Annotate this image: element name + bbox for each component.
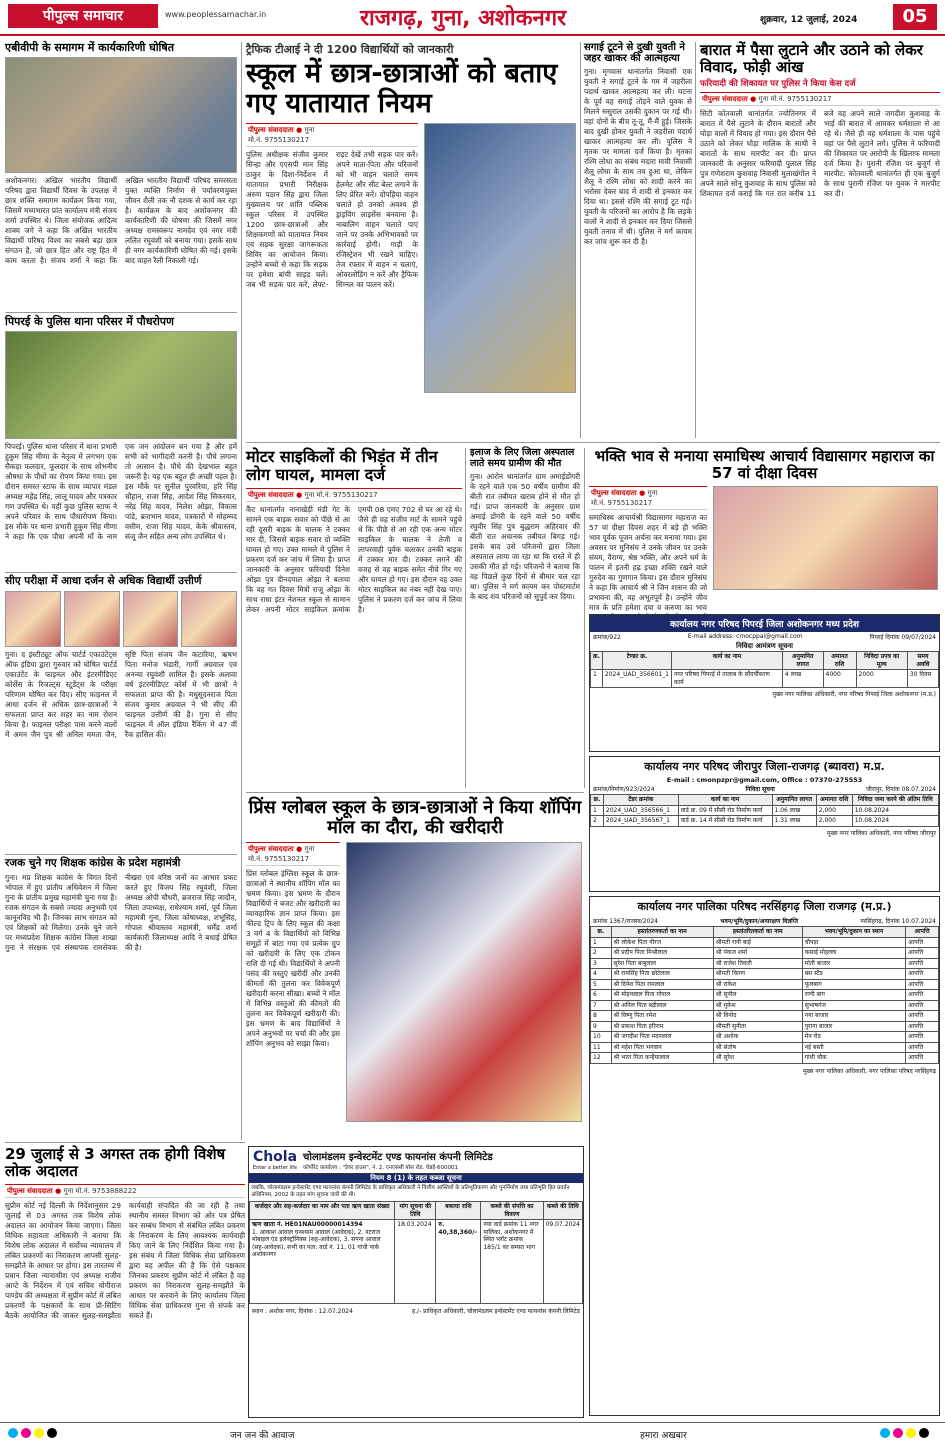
notice-footer: मुख्य नगर पालिका अधिकारी, नगर परिषद जीरापुर — [827, 829, 936, 837]
headline: पिपरई के पुलिस थाना परिसर में पौधरोपण — [5, 315, 175, 328]
body: गुना। मृगवास थानांतर्गत निवासी एक युवती ने सगाई टूटने के गम में जहरीला पदार्थ खाकर आत्महत्या कर ली। घटना के पूर्व वह सगाई तोड़ने वाले युवक से मिलने ससुराल उसकी दुकान पर गई थी। वहां दोनों के बीच तू-तू, मैं-मैं हुई। जिसके बाद दुखी होकर युवती ने जहरीला पदार्थ खाकर आत्महत्या कर ली। पुलिस ने मृतक पर मामला दर्ज किया है। मृतका रश्मि लोधा का संबंध मदारा मावी निवासी शैलू लोधा के साथ तय हुआ था, लेकिन शैलू ने रश्मि लोधा को शादी करने का भरोसा देकर बाद में शादी से इनकार कर दिया था। इससे रश्मि की सगाई टूट गई। युवती के परिजनों का आरोप है कि लड़के वालों ने शादी से इनकार कर दिया जिससे युवती तनाव में थी। पुलिस ने मर्ग कायम कर जांच शुरू कर दी है। — [584, 67, 692, 247]
edition-title: राजगढ़, गुना, अशोकनगर — [360, 6, 567, 31]
table-cell: नई बस्ती — [802, 1042, 905, 1053]
table-header: अनुमानित लागत — [772, 795, 816, 806]
table-cell: आपत्ति — [906, 979, 939, 990]
table-cell: मोती बाजार — [802, 958, 905, 969]
table-cell: आपत्ति — [906, 1000, 939, 1011]
notice-title: कार्यालय नगर परिषद पिपरई जिला अशोकनगर मध्य प्रदेश — [590, 615, 939, 632]
brand-logo: पीपुल्स समाचार — [8, 4, 158, 28]
table-cell: श्री रामसिंह पिता छोटेलाल — [611, 969, 713, 980]
photo-traffic — [424, 123, 576, 393]
chola-rule: नियम 8 (1) के तहत कब्जा सूचना — [249, 1174, 583, 1183]
table-cell: आपत्ति — [906, 1042, 939, 1053]
table-header: क्र. — [591, 927, 612, 938]
photo-student-3 — [123, 591, 179, 647]
table-cell: 8 — [591, 1011, 612, 1022]
chola-title: चोलामंडलम इन्वेस्टमेंट एण्ड फायनांस कंपनी लिमिटेड — [303, 1152, 493, 1163]
notice-number: क्रमांक 1367/राजस्व/2024 — [593, 918, 658, 925]
chola-sign: ह./- प्राधिकृत अधिकारी, चोलामंडलम इन्वेस्टमेंट एण्ड फायनांस कंपनी लिमिटेड — [411, 1308, 580, 1315]
table-cell: 1 — [591, 670, 603, 688]
table-row — [591, 979, 939, 990]
byline: पीपुल्स संवाददाता ● गुना मो.नं. 9755130217 — [589, 486, 707, 510]
body: कैंट थानांतर्गत नानाखेड़ी मंडी गेट के सामने एक बाइक सवार को पीछे से आ रही दूसरी बाइक के चालक ने टक्कर मार दी, जिससे बाइक सवार दो व्यक्ति घायल हो गए। उक्त मामले में पुलिस ने प्रकरण दर्ज कर जांच में लिया है। प्राप्त जानकारी के अनुसार फरियादी दिनेश ओझा पुत्र दीनदयाल ओझा ने बताया कि वह गत दिवस मित्रों राजू ओझा के साथ राधा इंटर नेशनल स्कूल से सामान लेकर अपनी मोटर साइकिल क्रमांक एमपी 08 एमए 702 से घर आ रहे थे। जैसे ही वह संजीव मार्ट के सामने पहुंचे थे कि पीछे से आ रही एक अन्य मोटर साइकिल के चालक ने तेजी व लापरवाही पूर्वक चलाकर उनकी बाइक में टक्कर मार दी। टक्कर लगने की वजह से वह बाइक समेत नीचे गिर गए और घायल हो गए। इस दौरान वह उक्त मोटर साइकिल का नंबर नहीं देख पाए। पुलिस ने प्रकरण दर्ज कर जांच में लिया है। — [246, 504, 462, 614]
photo-student-4 — [181, 591, 237, 647]
table-cell: श्री अशोक — [713, 1032, 802, 1043]
table-row — [591, 990, 939, 1001]
table-cell: श्री राकेश — [713, 979, 802, 990]
notice-table — [590, 794, 939, 827]
page-footer — [0, 1422, 945, 1445]
table-cell: वार्ड क्र. 14 में सीसी रोड निर्माण कार्य — [678, 816, 772, 827]
table-header: क्र. — [591, 652, 603, 670]
byline: पीपुल्स संवाददाता ● गुना मो.नं. 9753888222 — [5, 1184, 245, 1198]
kicker: ट्रैफिक टीआई ने दी 1200 विद्यार्थियों को जानकारी — [246, 43, 454, 56]
table-row — [591, 1000, 939, 1011]
notice-sub: भवन/भूमि/दुकान/अनारक्षण विज्ञप्ति — [720, 918, 799, 925]
table-header: टेंडर क्रमांक — [603, 795, 678, 806]
body: सुप्रीम कोर्ट नई दिल्ली के निर्देशानुसार 29 जुलाई से 03 अगस्त तक विशेष लोक अदालत का आयोजन किया जाएगा। जिला विधिक सहायता अधिकारी ने बताया कि विशेष लोक अदालत में सर्वोच्च न्यायालय में लंबित प्रकरणों का निराकरण आपसी सुलह-समझौते के आधार पर होगा। इस तारतम्य में प्रधान जिला न्यायाधीश एवं अध्यक्ष राजीव आप्टे के निर्देशन में एवं सचिव योगीराज पाण्डेय की अध्यक्षता में सुप्रीम कोर्ट में लंबित प्रकरणों के पक्षकारों के साथ प्री-सिटिंग बैठकें आयोजित की जाकर सुलह-समझौता कार्यवाही संपादित की जा रही है तथा स्थानीय समस्त विभाग को ओर पत्र प्रेषित कर सम्बंध विभाग से संबंधित लंबित प्रकरण के निराकरण के लिए आवश्यक कार्यवाही किए जाने के लिए निर्देशित किया गया है। इस संबंध में जिला विधिक सेवा प्राधिकरण द्वारा यह अपील की है कि ऐसे पक्षकार जिनका प्रकरण सुप्रीम कोर्ट में लंबित है वह प्रकरण का निराकरण सुलह-समझौते के आधार पर करवाने के लिए कार्यालय जिला विधिक सेवा प्राधिकरण गुना से संपर्क कर सकते हैं। — [5, 1200, 245, 1320]
table-cell: श्री सुनील — [713, 990, 802, 1001]
notice-title: कार्यालय नगर परिषद जीरापुर जिला-राजगढ़ (ब्यावरा) म.प्र. — [590, 757, 939, 776]
headline: इलाज के लिए जिला अस्पताल लाते समय ग्रामीण की मौत — [470, 447, 575, 469]
body: पुलिस अधीक्षक संजीव कुमार सिन्हा और एएसपी मान सिंह ठाकुर के दिशा-निर्देशन में यातायात प्रभारी निरीक्षक अरुण पठान सिंह द्वारा जिला मुख्यालय पर शांति पब्लिक स्कूल परिसर में उपस्थित 1200 छात्र-छात्राओं और शिक्षकगणों को यातायात नियम एवं सड़क सुरक्षा जागरूकता शिविर का आयोजन किया। उन्होंने बच्चों से कहा कि सड़क पर हमेशा बांयी साइड चलें। जब भी सड़क पार करें, लेफ्ट-राइट देखें तभी सड़क पार करें। अपने माता-पिता और परिजनों को भी वाहन चलाते समय हेलमेट और सीट बेल्ट लगाने के लिए प्रेरित करें। दोपहिया वाहन चलाते हो उनको अवश्य ही ड्राइविंग लाइसेंस बनवाना है। नाबालिग वाहन चलाते पाए जाने पर उनके अभिभावकों पर कार्रवाई होगी। गाड़ी के रजिस्ट्रेशन भी रखने चाहिए। तेज रफ्तार में वाहन न चलाएं, ओवरलोडिंग न करें और ट्रैफिक सिग्नल का पालन करें। — [246, 150, 418, 290]
table-cell: आपत्ति — [906, 969, 939, 980]
headline: प्रिंस ग्लोबल स्कूल के छात्र-छात्राओं ने किया शॉपिंग मॉल का दौरा, की खरीदारी — [248, 797, 582, 839]
headline: मोटर साइकिलों की भिड़ंत में तीन लोग घायल, मामला दर्ज — [246, 447, 438, 484]
table-header: अनुमानित लागत — [782, 652, 823, 670]
table-cell: 11 — [591, 1042, 612, 1053]
table-cell: 1 — [591, 805, 604, 816]
table-cell: आपत्ति — [906, 1011, 939, 1022]
table-header: समय अवधि — [907, 652, 938, 670]
headline: 29 जुलाई से 3 अगस्त तक होगी विशेष लोक अदालत — [5, 1145, 226, 1180]
table-header: क्र. — [591, 795, 604, 806]
table-cell: सुरेश पिता बाबूलाल — [611, 958, 713, 969]
table-cell: 1.06 लाख — [772, 805, 816, 816]
chola-address: कॉर्पोरेट कार्यालय : "डेयर हाउस", नं. 2, एनएससी बोस रोड, चेन्नई-600001 — [303, 1165, 459, 1171]
table-cell: श्री महेश पिता भगवान — [611, 1042, 713, 1053]
table-cell: पुराना बाजार — [802, 1021, 905, 1032]
notice-number: क्रमांक/922 — [593, 634, 621, 641]
byline: पीपुल्स संवाददाता ● गुना मो.नं. 9755130217 — [246, 123, 418, 147]
table-cell: श्री विष्णु पिता रमेश — [611, 1011, 713, 1022]
story-congress — [5, 858, 237, 1140]
table-cell: श्री लोकेश पिता नीरज — [611, 937, 713, 948]
story-treatment — [470, 448, 580, 788]
table-cell: श्री प्रकाश पिता हरिराम — [611, 1021, 713, 1032]
table-header: निविदा जमा करने की अंतिम तिथि — [852, 795, 938, 806]
body: पिपरई। पुलिस थाना परिसर में थाना प्रभारी हुकुम सिंह मीणा के नेतृत्व में लगभग एक सैकड़ा फलदार, फूलदार के साथ शोभनीय औषधा के पौधों का रोपण किया गया। इस दौरान समस्त स्टाफ के साथ व्यापार मंडल अध्यक्ष महेंद्र सिंह, लालू यादव और पत्रकार गण उपस्थित थे। यहीं कुछ पुलिस स्टाफ ने अपने परिवार के साथ पौधारोपण किया। इस मौके पर थाना प्रभारी हुकुम सिंह मीणा ने कहा कि एक पौधा अपनी माँ के नाम एक जन आंदोलन बन गया है और हमें सभी को भागीदारी करनी है। पौधे लगाना तो आसान है। पौधे की देखभाल बहुत जरूरी है। यह एक बहुत ही अच्छी पहल है। इस मौके पर सुनील पुरवरिया, हरि सिंह चौहान, राजा सिंह, आदेश सिंह सिकरवार, नरेंद्र सिंह यादव, निलेश ओझा, विकास पांडे, ब्रजभान यादव, पत्रकारों में मोहम्मद वसीम, राजा सिंह यादव, केके श्रीवास्तव, संजू जैन सहित अन्य लोग उपस्थित थे। — [5, 442, 237, 542]
table-row — [591, 1011, 939, 1022]
table-cell: चौपड़ा — [802, 937, 905, 948]
notice-email[interactable]: E-mail : cmonpzpr@gmail.com, Office : 07370-275553 — [666, 776, 863, 784]
table-header: अमानत राशि — [823, 652, 856, 670]
chola-table: कर्जदार और सह-कर्जदार का नाम और पता ऋण खाता संख्या मांग सूचना की तिथि बकाया राशि कब्जे की संपत्ति का विवरण कब्जे की तिथि ऋण खाता नं. HE01NAU00000014394 1. आकाश आवाल घनश्याम आवाल (आवेदक), 2. नटराज मोबाइल एंड इलेक्ट्रॉनिक्स (सह-आवेदक), 3. सपना आवाल (सह-आवेदक), सभी का पता: वार्ड नं. 11, 01 गांधी पार्क अशोकनगर 18.03.2024 रु. 40,38,360/- नया वार्ड क्रमांक 11 नगर पालिका, अशोकनगर में स्थित प्लॉट क्रमांक 185/1 का समस्त भाग 09.07.2024 — [249, 1201, 583, 1304]
notice-footer: मुख्य नगर पालिका अधिकारी, नगर पालिका परिषद नरसिंहगढ़ — [802, 1067, 936, 1075]
table-cell: श्रीमती सुनीता — [713, 1021, 802, 1032]
table-row — [591, 816, 939, 827]
body: सिटी कोतवाली थानांतर्गत ज्योतिनगर में बारात में पैसे लुटाने के दौरान बारातों और घोड़ा वालों में विवाद हो गया। इस दौरान पैसे उठाने को लेकर घोड़ा मालिक के साथी ने बारातों के साथ मारपीट कर दी। प्राप्त जानकारी के अनुसार फरियादी पुलाल सिंह पुत्र गणेशराम कुशवाह निवासी मुलाखंगोल ने अपने साले सोनू कुशवाह के साथ पुलिस को शिकायत दर्ज कराई कि गत रात करीब 11 बजे वह अपने साले जगदीश कुशवाह के भाई की बारात में आयकर धर्मशाला से आ रहे थे। जैसे ही वह धर्मशाला के पास पहुंचे वहां पर पैसे लुटाने लगे। पुलिस ने फरियादी की शिकायत पर आरोपी के खिलाफ मामला दर्ज किया है। पुरानी रंजिश पर बुजुर्ग से मारपीट: कोतवाली थानांतर्गत ही एक बुजुर्ग के साथ पुरानी रंजिश पर युवक ने मारपीट कर दी। — [700, 108, 940, 198]
table-cell: आपत्ति — [906, 937, 939, 948]
table-cell: 2,000 — [816, 805, 852, 816]
table-cell: श्री सुरेश — [713, 1053, 802, 1064]
table-cell: 4000 — [823, 670, 856, 688]
table-cell: 7 — [591, 1000, 612, 1011]
table-cell: श्री अनिल पिता बद्रीलाल — [611, 1000, 713, 1011]
headline: एबीवीपी के समागम में कार्यकारिणी घोषित — [5, 41, 175, 54]
table-row — [591, 1021, 939, 1032]
table-cell: गांधी चौक — [802, 1053, 905, 1064]
table-cell: मेन रोड — [802, 1032, 905, 1043]
table-cell: 5 — [591, 979, 612, 990]
table-row — [591, 1042, 939, 1053]
table-cell: श्री मुकेश — [713, 1000, 802, 1011]
table-row — [591, 805, 939, 816]
notice-table — [590, 926, 939, 1064]
table-cell: बस स्टैंड — [802, 969, 905, 980]
body: समाधिस्थ आचार्यश्री विद्यासागर महाराज का 57 वां दीक्षा दिवस शहर में बड़े ही भक्ति भाव पूर्वक पूजन अर्चना कर मनाया गया। इस अवसर पर मुनिसंघ ने उनके जीवन पर उनके संयम, वैराग्य, श्रेष्ठ भक्ति, और अपने धर्म के पालन में इतनी हढ़ इच्छा शक्ति रखने वाले गुरुदेव का गुणगान किया। इस दौरान मुनिसंघ ने कहा कि आचार्य श्री ने जिन शासन की जो प्रभावना की, वह अभूतपूर्व है। उन्होंने जीव मात्र के प्रति हमेशा दया व करुणा का भाव — [589, 512, 707, 612]
notice-email[interactable]: E-mail address: cmocppai@gmail.com — [687, 633, 803, 640]
table-row — [591, 670, 939, 688]
headline: सीए परीक्षा में आधा दर्जन से अधिक विद्यार्थी उत्तीर्ण — [5, 575, 202, 587]
notice-jirapur — [589, 756, 940, 892]
table-cell: वार्ड क्र. 09 में सीसी रोड निर्माण कार्य — [678, 805, 772, 816]
byline: पीपुल्स संवाददाता ● गुना मो.नं. 9755130217 — [246, 488, 462, 502]
body: प्रिंस ग्लोबल इंग्लिश स्कूल के छात्र-छात्राओं ने स्थानीय शॉपिंग मॉल का भ्रमण किया। इस भ्रमण के दौरान विद्यार्थियों ने बजट और खरीदारी का व्यावहारिक ज्ञान प्राप्त किया। इस फील्ड ट्रिप के लिए स्कूल की कक्षा 3 वर्ग 4 के विद्यार्थियों को विभिन्न समूहों में बांटा गया एवं प्रत्येक ग्रुप को खरीदारी के लिए एक टोकन राशि दी गई थी। विद्यार्थियों ने अपनी पसंद की वस्तुएं खरीदीं और उनकी कीमतों की तुलना कर विवेकपूर्ण खरीदारी करना सीखा। बच्चों ने मॉल में विभिन्न वस्तुओं की कीमतों की तुलना कर विवेकपूर्ण खरीदारी की। इस भ्रमण के बाद विद्यार्थियों ने अपने अनुभवों पर चर्चा की और इस शॉपिंग अनुभव को साझा किया। — [246, 869, 340, 1049]
table-cell: सुभाषगंज — [802, 1000, 905, 1011]
table-cell: श्री संतोष — [713, 1042, 802, 1053]
headline: भक्ति भाव से मनाया समाधिस्थ आचार्य विद्यासागर महाराज का 57 वां दीक्षा दिवस — [594, 447, 935, 482]
table-cell: श्री प्रदीप पिता मिश्रीलाल — [611, 948, 713, 959]
table-cell: श्री विनोद — [713, 1011, 802, 1022]
notice-date: जीरापुर, दिनांक 08.07.2024 — [865, 786, 936, 793]
chola-intro: जबकि, चोलामंडलम इन्वेस्टमेंट एण्ड फायनांस कंपनी लिमिटेड के प्राधिकृत अधिकारी ने वित्तीय आस्तियों के प्रतिभूतिकरण और पुनर्निर्माण तथा प्रतिभूति हित प्रवर्तन अधिनियम, 2002 के तहत मांग सूचना जारी की थी। — [251, 1185, 570, 1198]
table-cell: 4 लाख — [782, 670, 823, 688]
notice-date: पिपरई दिनांक 09/07/2024 — [869, 634, 936, 641]
story-mall — [246, 798, 584, 1140]
notice-number: क्रमांक/निर्माण/923/2024 — [593, 786, 655, 793]
story-abvp — [5, 42, 237, 310]
table-row — [591, 937, 939, 948]
table-cell: 2 — [591, 948, 612, 959]
table-header: निविदा प्रपत्र का मूल्य — [856, 652, 907, 670]
table-row — [591, 1053, 939, 1064]
table-cell: आपत्ति — [906, 958, 939, 969]
body: अशोकनगर। अखिल भारतीय विद्यार्थी परिषद द्वारा विद्यार्थी दिवस के उपलक्ष में छात्र शक्ति समागम कार्यक्रम किया गया, जिसमें मध्यभारत प्रांत कार्यालय मंत्री संजय शर्मा उपस्थित थे। जिला संयोजक आदित्य शाक्य जगे ने कहा कि अखिल भारतीय विद्यार्थी परिषद विश्व का सबसे बड़ा छात्र संगठन है, जो छात्र हित और राष्ट्र हित में काम करता है। संजय शर्मा ने कहा कि अखिल भारतीय विद्यार्थी परिषद समरसता युक्त व्यक्ति निर्माण से पर्यावरणयुक्त जीवन शैली तक नौ दशक से कार्य कर रहा है। कार्यक्रम के बाद अशोकनगर की कार्यकारिणी की घोषणा की जिसमें नगर अध्यक्ष रामस्वरूप नामदेव एवं नगर मंत्री ललित रघुवंशी को बनाया गया। इसके साथ ही नगर कार्यकारिणी घोषित की गई। इसके बाद वाहन रैली निकाली गई। — [5, 176, 237, 266]
table-cell: श्री राजेश तिवारी — [713, 958, 802, 969]
page-number: 05 — [893, 4, 937, 30]
story-traffic — [246, 42, 576, 438]
table-cell: 3 — [591, 958, 612, 969]
byline: पीपुल्स संवाददाता ● गुना मो.नं. 9755130217 — [246, 842, 340, 866]
table-cell: आपत्ति — [906, 1021, 939, 1032]
story-lok-adalat — [5, 1146, 245, 1418]
notice-chola — [248, 1146, 584, 1418]
table-cell: 9 — [591, 1021, 612, 1032]
table-row — [591, 969, 939, 980]
story-samadhi — [589, 447, 940, 612]
notice-footer: मुख्य नगर पालिका अधिकारी, नगर परिषद पिपरई जिला अशोकनगर (म.प्र.) — [772, 691, 936, 698]
table-cell: 2024_UAD_356601_1 — [602, 670, 671, 688]
table-cell: आपत्ति — [906, 990, 939, 1001]
table-row — [591, 1032, 939, 1043]
table-cell: 2024_UAD_356566_1 — [603, 805, 678, 816]
photo-student-2 — [64, 591, 120, 647]
notice-sub: निविदा सूचना — [745, 786, 775, 793]
photo-plantation — [5, 331, 237, 439]
table-cell: 4 — [591, 969, 612, 980]
table-cell: 10.08.2024 — [852, 805, 938, 816]
footer-right: हमारा अखबार — [640, 1431, 687, 1441]
story-ca-exam — [5, 576, 237, 852]
table-header: भवन/भूमि/दुकान का स्थान — [802, 927, 905, 938]
photo-mall — [346, 842, 582, 1122]
photo-student-1 — [5, 591, 61, 647]
table-cell: 12 — [591, 1053, 612, 1064]
table-header: टेण्डर क्र. — [602, 652, 671, 670]
headline: सगाई टूटने से दुखी युवती ने जहर खाकर की आत्महत्या — [584, 42, 685, 65]
headline: रजक चुने गए शिक्षक कांग्रेस के प्रदेश महामंत्री — [5, 857, 181, 869]
byline: पीपुल्स संवाददाता ● गुना मो.नं. 9755130217 — [700, 92, 940, 106]
table-cell: श्री मोहनलाल पिता गोपाल — [611, 990, 713, 1001]
table-cell: श्रीमती रानी बाई — [713, 937, 802, 948]
photo-abvp — [5, 57, 237, 173]
table-cell: 10.08.2024 — [852, 816, 938, 827]
table-header: कार्य का नाम — [672, 652, 783, 670]
table-cell: 6 — [591, 990, 612, 1001]
table-cell: फूलबाग — [802, 979, 905, 990]
headline: स्कूल में छात्र-छात्राओं को बताए गए यातायात नियम — [246, 58, 558, 120]
notice-sub: निविदा आमंत्रण सूचना — [736, 642, 793, 650]
chola-logo: Chola Enter a better life — [252, 1149, 298, 1171]
body: गुना। आरोन थानांतर्गत ग्राम अमाईडोंगरी के रहने वाले एक 50 वर्षीय ग्रामीण की बीती रात तबीयत खराब होने से मौत हो गई। प्राप्त जानकारी के अनुसार ग्राम अमाई डोंगरी के रहने वाले 50 वर्षीय रघुवीर सिंह पुत्र बुद्धराम अहिरवार की बीती रात अचानक तबीयत बिगड़ गई। इसके बाद उसे परिजनों द्वारा जिला अस्पताल लाया जा रहा था कि रास्ते में ही उसकी मौत हो गई। परिजनों ने बताया कि वह पिछले कुछ दिनों से बीमार चल रहा था। पुलिस ने मर्ग कायम कर पोस्टमार्टम के बाद शव परिजनों को सुपुर्द कर दिया। — [470, 472, 580, 602]
table-cell: नया बाजार — [802, 1011, 905, 1022]
notice-title: कार्यालय नगर पालिका परिषद नरसिंहगढ़ जिला राजगढ़ (म.प्र.) — [590, 897, 939, 916]
table-cell: कसाई मोहल्ला — [802, 948, 905, 959]
table-header: हस्तांतरितकर्ता का नाम — [713, 927, 802, 938]
table-cell: श्री दिनेश पिता रामलाल — [611, 979, 713, 990]
notice-narsinghgarh — [589, 896, 940, 1416]
table-cell: 2024_UAD_356567_1 — [603, 816, 678, 827]
subhead: फरियादी की शिकायत पर पुलिस ने किया केस दर्ज — [700, 78, 856, 89]
table-cell: 2 — [591, 816, 604, 827]
table-header: अमानत राशि — [816, 795, 852, 806]
table-header: कार्य का नाम — [678, 795, 772, 806]
chola-place: स्थान : अशोक नगर, दिनांक : 12.07.2024 — [252, 1308, 353, 1315]
masthead — [0, 0, 945, 36]
table-cell: श्रीमती किरण — [713, 969, 802, 980]
table-cell: श्री पंकज शर्मा — [713, 948, 802, 959]
table-cell: 2000 — [856, 670, 907, 688]
table-header: आपत्ति — [906, 927, 939, 938]
body: गुना। मप्र शिक्षक कांग्रेस के विगत दिनों भोपाल में हुए प्रांतीय अधिवेशन में जिला गुना के प्रांतीय प्रमुख महामंत्री चुना गया है। रजक संगठन के सबसे ज्यादा अनुभवी एवं कानूनविद भी हैं। जिनका लाभ संगठन को एवं शिक्षकों को मिलेगा। उनके चुने जाने पर मध्यप्रदेश शिक्षक कांग्रेस जिला शाखा गुना ने संरक्षक एवं संस्थापक रामसेवक नीखरा एवं वरिष्ठ जनों का आभार प्रकट करते हुए विजय सिंह रघुवंशी, जिला अध्यक्ष ओपी चौधरी, ब्रजराज सिंह जादौन, जिला उपाध्यक्ष, राधेश्याम शर्मा, पूर्व जिला महामंत्री गुना, जिला कोषाध्यक्ष, शंभूसिंह, गोपाल श्रीवास्तव महामंत्री, धर्मेंद्र शर्मा कार्यकारी जिलाध्यक्ष आदि ने बधाई प्रेषित की है। — [5, 872, 237, 952]
headline: बारात में पैसा लुटाने और उठाने को लेकर विवाद, फोड़ी आंख — [700, 41, 923, 76]
notice-date: नरसिंहगढ़, दिनांक 10.07.2024 — [860, 918, 936, 925]
table-row — [591, 948, 939, 959]
table-cell: आपत्ति — [906, 948, 939, 959]
photo-samadhi — [713, 486, 938, 590]
story-suicide — [584, 42, 692, 438]
table-cell: 30 दिवस — [907, 670, 938, 688]
table-cell: श्री भरत पिता कन्हैयालाल — [611, 1053, 713, 1064]
table-cell: 2,000 — [816, 816, 852, 827]
table-cell: 1.31 लाख — [772, 816, 816, 827]
story-plantation — [5, 316, 237, 570]
table-cell: राणी बाग — [802, 990, 905, 1001]
table-cell: 1 — [591, 937, 612, 948]
table-row — [591, 958, 939, 969]
story-baraat — [700, 42, 940, 438]
table-cell: आपत्ति — [906, 1053, 939, 1064]
issue-date: शुक्रवार, 12 जुलाई, 2024 — [760, 15, 858, 25]
notice-table — [590, 651, 939, 688]
story-bike — [246, 448, 462, 788]
table-cell: 10 — [591, 1032, 612, 1043]
table-cell: श्री जगदीश पिता मदनलाल — [611, 1032, 713, 1043]
table-cell: आपत्ति — [906, 1032, 939, 1043]
website[interactable]: www.peoplessamachar.in — [165, 10, 267, 19]
table-cell: नगर परिषद पिपरई में तालाब के सौंदर्यीकरण कार्य — [672, 670, 783, 688]
footer-left: जन जन की आवाज — [230, 1431, 295, 1441]
body: गुना। द इंस्टीट्यूट ऑफ चार्टर्ड एकाउंटेंट्स ऑफ इंडिया द्वारा गुरुवार को घोषित चार्टर्ड एकाउंटेंट के फाइनल और इंटरमीडिएट कोर्सेस के रिजल्ट्स स्टूडेंट्स के परीक्षा परिणाम घोषित कर दिए। सीए फाइनल में आधा दर्जन से अधिक छात्र-छात्राओं ने सफलता प्राप्त कर शहर का नाम रोशन किया है। फाइनल परीक्षा पास करने वालों में अमन जैन पुत्र श्री अनिल ममता जैन, सृष्टि पिता संजय जैन कटारिया, ऋषभ पिता मनोज भंडारी, गार्गी अग्रवाल एवं अनन्या रघुवंशी शामिल हैं। इसके अलावा वर्ष इंटरमीडिएट कोर्स में भी छात्रों ने सफलता प्राप्त की है। मधुसूदनराज पिता संजय कुमार अग्रवाल ने भी सीए की फाइनल उत्तीर्ण की है। गुना से सीए फाइनल में ऑल इंडिया रैंकिंग में 47 वीं रैंक हासिल की। — [5, 649, 237, 739]
notice-piparai — [589, 614, 940, 752]
table-header: हस्तांतरणकर्ता का नाम — [611, 927, 713, 938]
